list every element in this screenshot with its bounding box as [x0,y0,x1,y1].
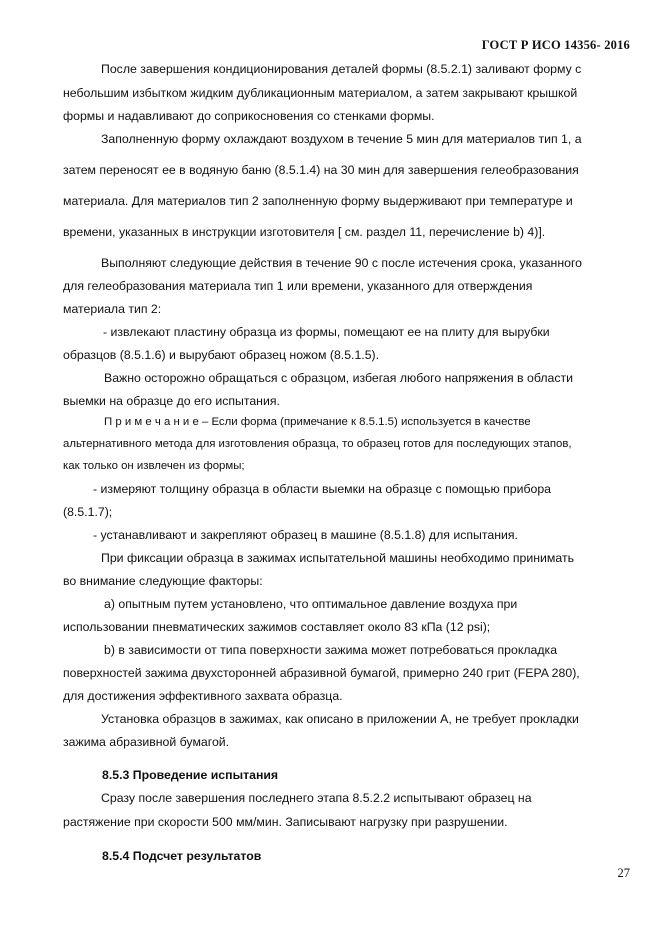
document-header: ГОСТ Р ИСО 14356- 2016 [481,38,630,52]
note-line: П р и м е ч а н и е – Если форма (примечание к 8.5.1.5) используется в качестве [104,416,531,428]
paragraph-line: зажима абразивной бумагой. [63,735,230,749]
list-item-line: для достижения эффективного захвата образца. [63,689,343,703]
paragraph-line: растяжение при скорости 500 мм/мин. Записывают нагрузку при разрушении. [63,815,508,829]
paragraph-line: материала. Для материалов тип 2 заполненную форму выдерживают при температуре и [63,194,573,208]
paragraph-line: Установка образцов в зажимах, как описано в приложении А, не требует прокладки [101,712,579,726]
paragraph-line: При фиксации образца в зажимах испытательной машины необходимо принимать [101,551,574,565]
section-heading: 8.5.4 Подсчет результатов [102,849,262,863]
section-heading: 8.5.3 Проведение испытания [102,768,279,782]
paragraph-line: Сразу после завершения последнего этапа 8.5.2.2 испытывают образец на [101,791,532,805]
paragraph-line: материала тип 2: [63,302,162,316]
list-item-line: - измеряют толщину образца в области выемки на образце с помощью прибора [93,482,552,496]
note-line: альтернативного метода для изготовления образца, то образец готов для последующих этапов, [63,438,572,450]
list-item-line: - устанавливают и закрепляют образец в машине (8.5.1.8) для испытания. [93,528,518,542]
paragraph-line: выемки на образце до его испытания. [63,394,280,408]
note-line: как только он извлечен из формы; [63,460,245,472]
list-item-line: а) опытным путем установлено, что оптимальное давление воздуха при [104,597,518,611]
list-item-line: (8.5.1.7); [63,505,113,519]
paragraph-line: Выполняют следующие действия в течение 90 с после истечения срока, указанного [101,256,583,270]
paragraph-line: небольшим избытком жидким дубликационным материалом, а затем закрывают крышкой [63,86,578,100]
list-item-line: использовании пневматических зажимов составляет около 83 кПа (12 psi); [63,620,491,634]
list-item-line: поверхностей зажима двухсторонней абразивной бумагой, примерно 240 грит (FEPA 280), [63,666,580,680]
paragraph-line: формы и надавливают до соприкосновения со стенками формы. [63,109,435,123]
paragraph-line: Заполненную форму охлаждают воздухом в течение 5 мин для материалов тип 1, а [101,132,582,146]
paragraph-line: После завершения кондиционирования деталей формы (8.5.2.1) заливают форму с [101,62,582,76]
list-item-line: b) в зависимости от типа поверхности зажима может потребоваться прокладка [104,643,558,657]
list-item-line: образцов (8.5.1.6) и вырубают образец ножом (8.5.1.5). [63,348,380,362]
paragraph-line: затем переносят ее в водяную баню (8.5.1.4) на 30 мин для завершения гелеобразования [63,163,579,177]
paragraph-line: Важно осторожно обращаться с образцом, избегая любого напряжения в области [104,371,573,385]
paragraph-line: во внимание следующие факторы: [63,574,263,588]
list-item-line: - извлекают пластину образца из формы, помещают ее на плиту для вырубки [103,325,550,339]
page-number: 27 [617,866,630,880]
paragraph-line: для гелеобразования материала тип 1 или времени, указанного для отверждения [63,279,533,293]
paragraph-line: времени, указанных в инструкции изготовителя [ см. раздел 11, перечисление b) 4)]. [63,225,546,239]
